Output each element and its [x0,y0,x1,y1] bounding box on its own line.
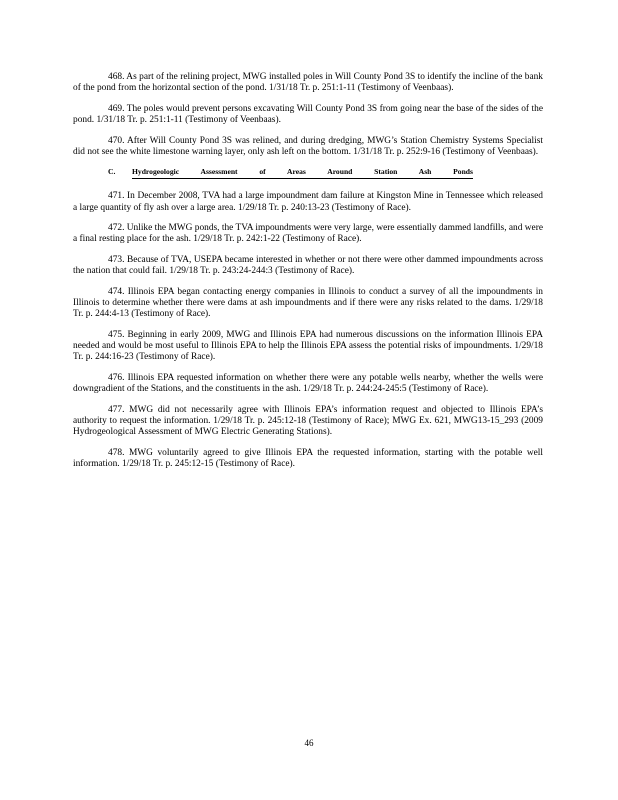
section-heading [108,167,543,179]
page-number: 46 [304,738,314,748]
paragraph-475: 475. Beginning in early 2009, MWG and Illinois EPA had numerous discussions on the information Illinois EPA needed and would be most useful to Illinois EPA to help the Illinois EPA assess the potential risks of impoundments. 1/29/18 Tr. p. 244:16-23 (Testimony of Race). [73,329,543,363]
paragraph-476: 476. Illinois EPA requested information on whether there were any potable wells nearby, whether the wells were downgradient of the Stations, and the constituents in the ash. 1/29/18 Tr. p. 244:24-245:5 (Testimony of Race). [73,372,543,394]
section-heading-letter: C. [108,167,116,177]
paragraph-471: 471. In December 2008, TVA had a large impoundment dam failure at Kingston Mine in Tennessee which released a large quantity of fly ash over a large area. 1/29/18 Tr. p. 240:13-23 (Testimony of Race). [73,191,543,213]
paragraph-474: 474. Illinois EPA began contacting energy companies in Illinois to conduct a survey of all the impoundments in Illinois to determine whether there were dams at ash impoundments and if there were any risks related to the dams. 1/29/18 Tr. p. 244:4-13 (Testimony of Race). [73,286,543,320]
paragraph-472: 472. Unlike the MWG ponds, the TVA impoundments were very large, were essentially dammed landfills, and were a final resting place for the ash. 1/29/18 Tr. p. 242:1-22 (Testimony of Race). [73,223,543,245]
section-heading-title: Hydrogeologic Assessment of Areas Around Station Ash Ponds [132,167,473,179]
paragraph-470: 470. After Will County Pond 3S was relined, and during dredging, MWG’s Station Chemistry Systems Specialist did not see the white limestone warning layer, only ash left on the bottom. 1/31/18 Tr. p. 252:9-16 (Testimony of Veenbaas). [73,135,543,157]
paragraph-468: 468. As part of the relining project, MWG installed poles in Will County Pond 3S to identify the incline of the bank of the pond from the horizontal section of the pond. 1/31/18 Tr. p. 251:1-11 (Testimony of Veenbaas). [73,72,543,94]
document-page [73,72,543,479]
paragraph-473: 473. Because of TVA, USEPA became interested in whether or not there were other dammed impoundments across the nation that could fail. 1/29/18 Tr. p. 243:24-244:3 (Testimony of Race). [73,254,543,277]
paragraph-477: 477. MWG did not necessarily agree with Illinois EPA’s information request and objected to Illinois EPA’s authority to request the information. 1/29/18 Tr. p. 245:12-18 (Testimony of Race); MWG Ex. 621, MWG13-15_293 (2009 Hydrogeological Assessment of MWG Electric Generating Stations). [73,404,543,437]
paragraph-478: 478. MWG voluntarily agreed to give Illinois EPA the requested information, starting with the potable well information. 1/29/18 Tr. p. 245:12-15 (Testimony of Race). [73,447,543,469]
paragraph-469: 469. The poles would prevent persons excavating Will County Pond 3S from going near the base of the sides of the pond. 1/31/18 Tr. p. 251:1-11 (Testimony of Veenbaas). [73,103,543,125]
